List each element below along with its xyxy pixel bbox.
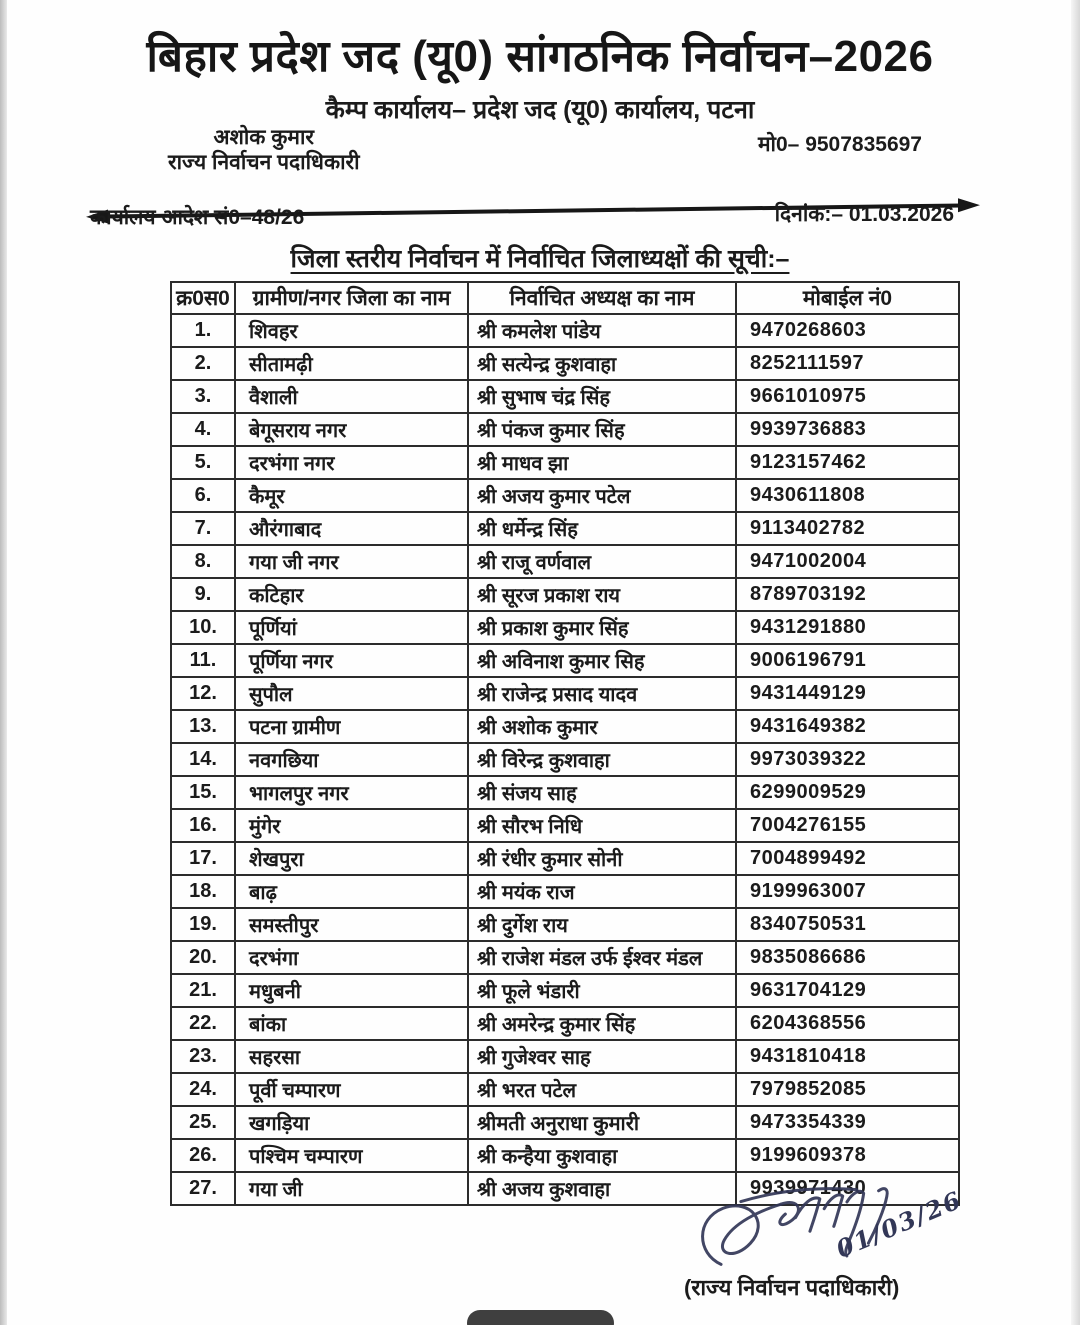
mobile-cell: 9123157462 [736,446,959,479]
table-row [171,743,959,776]
president-cell: श्री राजू वर्णवाल [468,545,736,578]
table-header-cell-2: निर्वाचित अध्यक्ष का नाम [468,282,736,314]
serial-cell: 17. [171,842,235,875]
president-cell: श्री अमरेन्द्र कुमार सिंह [468,1007,736,1040]
president-cell: श्री धर्मेन्द्र सिंह [468,512,736,545]
president-cell: श्री सत्येन्द्र कुशवाहा [468,347,736,380]
table-body [171,314,959,1205]
mobile-cell: 9631704129 [736,974,959,1007]
district-cell: औरंगाबाद [235,512,468,545]
table-row [171,545,959,578]
table-header-cell-3: मोबाईल नं0 [736,282,959,314]
district-cell: मधुबनी [235,974,468,1007]
president-cell: श्री रंधीर कुमार सोनी [468,842,736,875]
district-cell: पूर्वी चम्पारण [235,1073,468,1106]
mobile-cell: 9470268603 [736,314,959,347]
mobile-cell: 9113402782 [736,512,959,545]
district-cell: बेगूसराय नगर [235,413,468,446]
table-row [171,644,959,677]
serial-cell: 26. [171,1139,235,1172]
district-cell: बांका [235,1007,468,1040]
district-cell: वैशाली [235,380,468,413]
serial-cell: 11. [171,644,235,677]
table-header-cell-0: क्र0स0 [171,282,235,314]
table-row [171,314,959,347]
district-cell: कटिहार [235,578,468,611]
table-row [171,710,959,743]
mobile-cell: 7004276155 [736,809,959,842]
serial-cell: 8. [171,545,235,578]
president-cell: श्री प्रकाश कुमार सिंह [468,611,736,644]
table-row [171,1139,959,1172]
district-cell: भागलपुर नगर [235,776,468,809]
serial-cell: 1. [171,314,235,347]
table-row [171,809,959,842]
officer-block [168,126,360,176]
mobile-cell: 9473354339 [736,1106,959,1139]
president-cell: श्री सुभाष चंद्र सिंह [468,380,736,413]
president-cell: श्री कमलेश पांडेय [468,314,736,347]
mobile-cell: 9431449129 [736,677,959,710]
mobile-cell: 9661010975 [736,380,959,413]
president-cell: श्री कन्हैया कुशवाहा [468,1139,736,1172]
table-row [171,611,959,644]
president-cell: श्री अशोक कुमार [468,710,736,743]
president-cell: श्री विरेन्द्र कुशवाहा [468,743,736,776]
serial-cell: 27. [171,1172,235,1205]
mobile-cell: 9199963007 [736,875,959,908]
mobile-cell: 9199609378 [736,1139,959,1172]
serial-cell: 19. [171,908,235,941]
officer-name: अशोक कुमार [213,126,314,149]
serial-cell: 22. [171,1007,235,1040]
district-presidents-table [170,281,960,1206]
table-row [171,578,959,611]
serial-cell: 6. [171,479,235,512]
table-row [171,842,959,875]
serial-cell: 15. [171,776,235,809]
president-cell: श्री माधव झा [468,446,736,479]
president-cell: श्री भरत पटेल [468,1073,736,1106]
order-date: दिनांक:– 01.03.2026 [774,203,954,226]
officer-designation: राज्य निर्वाचन पदाधिकारी [168,150,360,174]
mobile-cell: 9471002004 [736,545,959,578]
district-cell: शेखपुरा [235,842,468,875]
mobile-cell: 9939736883 [736,413,959,446]
president-cell: श्री सौरभ निधि [468,809,736,842]
table-row [171,380,959,413]
district-cell: शिवहर [235,314,468,347]
table-row [171,446,959,479]
mobile-cell: 8252111597 [736,347,959,380]
president-cell: श्री संजय साह [468,776,736,809]
serial-cell: 9. [171,578,235,611]
district-cell: कैमूर [235,479,468,512]
district-cell: पटना ग्रामीण [235,710,468,743]
table-row [171,974,959,1007]
serial-cell: 25. [171,1106,235,1139]
district-cell: दरभंगा नगर [235,446,468,479]
mobile-cell: 7004899492 [736,842,959,875]
serial-cell: 7. [171,512,235,545]
serial-cell: 13. [171,710,235,743]
table-row [171,479,959,512]
president-cell: श्री फूले भंडारी [468,974,736,1007]
district-cell: पश्चिम चम्पारण [235,1139,468,1172]
president-cell: श्री राजेश मंडल उर्फ ईश्वर मंडल [468,941,736,974]
signature-block [684,1184,1010,1306]
mobile-cell: 7979852085 [736,1073,959,1106]
district-cell: समस्तीपुर [235,908,468,941]
serial-cell: 5. [171,446,235,479]
president-cell: श्री पंकज कुमार सिंह [468,413,736,446]
district-cell: सीतामढ़ी [235,347,468,380]
district-cell: मुंगेर [235,809,468,842]
district-cell: बाढ़ [235,875,468,908]
president-cell: श्री अजय कुमार पटेल [468,479,736,512]
table-row [171,347,959,380]
serial-cell: 14. [171,743,235,776]
serial-cell: 4. [171,413,235,446]
mobile-cell: 6299009529 [736,776,959,809]
serial-cell: 2. [171,347,235,380]
mobile-cell: 9973039322 [736,743,959,776]
president-cell: श्री अजय कुशवाहा [468,1172,736,1205]
district-cell: सहरसा [235,1040,468,1073]
table-row [171,941,959,974]
mobile-cell: 9431291880 [736,611,959,644]
president-cell: श्री गुजेश्वर साह [468,1040,736,1073]
mobile-cell: 9430611808 [736,479,959,512]
serial-cell: 16. [171,809,235,842]
mobile-cell: 6204368556 [736,1007,959,1040]
home-indicator-pill[interactable] [467,1310,614,1325]
table-header-cell-1: ग्रामीण/नगर जिला का नाम [235,282,468,314]
table-row [171,512,959,545]
president-cell: श्री अविनाश कुमार सिह [468,644,736,677]
camp-office-subtitle: कैम्प कार्यालय– प्रदेश जद (यू0) कार्यालय, पटना [325,96,755,124]
mobile-cell: 9939971430 [736,1172,959,1205]
district-cell: गया जी नगर [235,545,468,578]
district-cell: दरभंगा [235,941,468,974]
officer-mobile: मो0– 9507835697 [758,133,922,156]
mobile-cell: 9431649382 [736,710,959,743]
signatory-designation: (राज्य निर्वाचन पदाधिकारी) [684,1275,900,1300]
page-title: बिहार प्रदेश जद (यू0) सांगठनिक निर्वाचन–2026 [146,32,934,81]
district-cell: खगड़िया [235,1106,468,1139]
president-cell: श्री राजेन्द्र प्रसाद यादव [468,677,736,710]
serial-cell: 18. [171,875,235,908]
table-row [171,875,959,908]
table-row [171,1106,959,1139]
district-cell: पूर्णियां [235,611,468,644]
mobile-cell: 8340750531 [736,908,959,941]
mobile-cell: 9006196791 [736,644,959,677]
table-header-row [171,282,959,314]
signature-scribble [688,1181,1001,1284]
serial-cell: 10. [171,611,235,644]
mobile-cell: 9835086686 [736,941,959,974]
signature-date: 01/03/26 [831,1184,967,1264]
president-cell: श्री सूरज प्रकाश राय [468,578,736,611]
table-row [171,1073,959,1106]
table-row [171,776,959,809]
president-cell: श्री मयंक राज [468,875,736,908]
mobile-cell: 9431810418 [736,1040,959,1073]
president-cell: श्रीमती अनुराधा कुमारी [468,1106,736,1139]
serial-cell: 21. [171,974,235,1007]
serial-cell: 3. [171,380,235,413]
table-row [171,413,959,446]
serial-cell: 23. [171,1040,235,1073]
list-heading: जिला स्तरीय निर्वाचन में निर्वाचित जिलाध्यक्षों की सूची:– [290,245,790,273]
serial-cell: 12. [171,677,235,710]
table-row [171,1007,959,1040]
office-order-number: कार्यालय आदेश सं0–48/26 [90,206,305,229]
table-row [171,677,959,710]
mobile-cell: 8789703192 [736,578,959,611]
district-cell: सुपौल [235,677,468,710]
district-cell: नवगछिया [235,743,468,776]
president-cell: श्री दुर्गेश राय [468,908,736,941]
table-row [171,908,959,941]
table-row [171,1040,959,1073]
serial-cell: 24. [171,1073,235,1106]
district-cell: पूर्णिया नगर [235,644,468,677]
serial-cell: 20. [171,941,235,974]
district-cell: गया जी [235,1172,468,1205]
